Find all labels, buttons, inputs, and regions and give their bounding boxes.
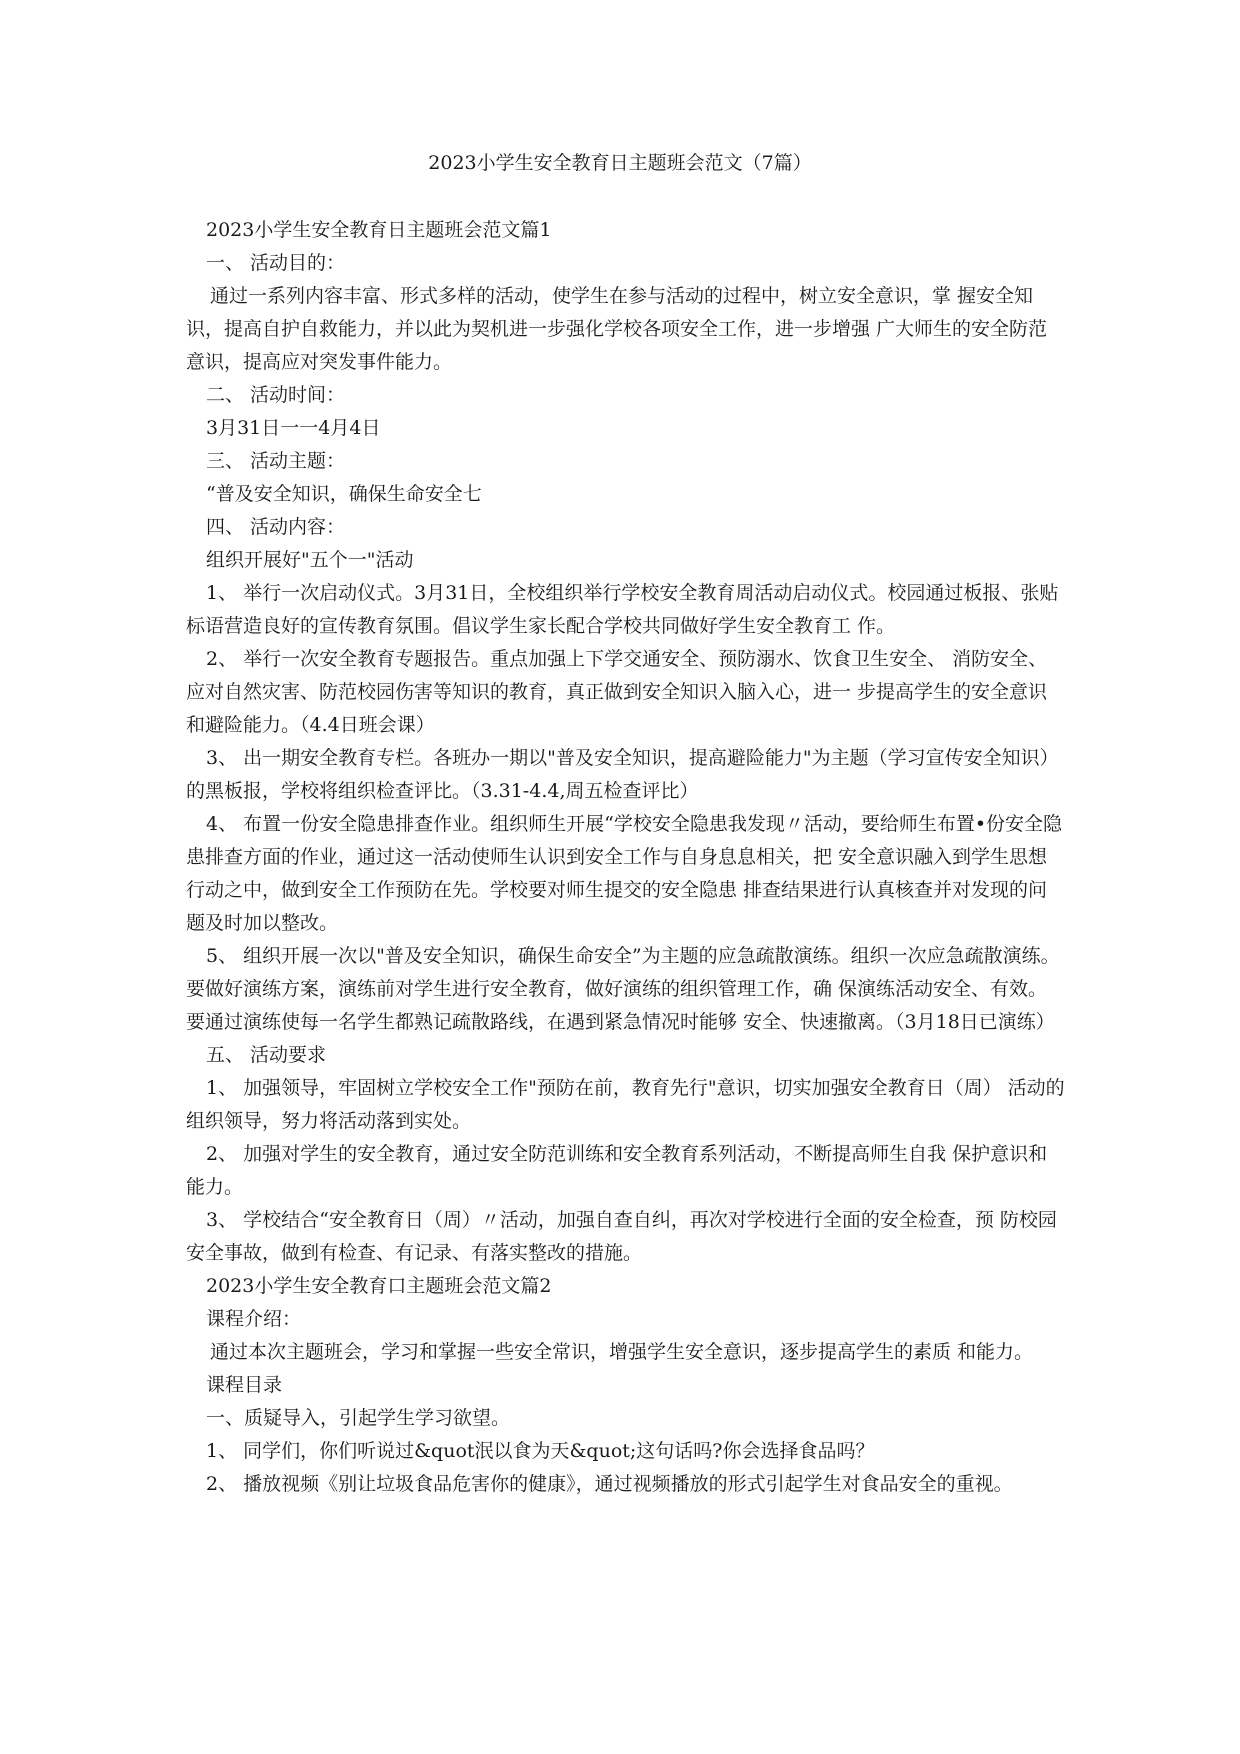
paragraph: 3、 学校结合“安全教育日（周）〃活动，加强自查自纠，再次对学校进行全面的安全检查，预 防校园安全事故，做到有检查、有记录、有落实整改的措施。	[186, 1209, 1057, 1264]
section-heading: 四、 活动内容：	[206, 516, 346, 538]
paragraph: 通过一系列内容丰富、形式多样的活动，使学生在参与活动的过程中，树立安全意识，掌 握安全知识，提高自护自救能力，并以此为契机进一步强化学校各项安全工作，进一步增强 广大师生的安全防范意识，提高应对突发事件能力。	[186, 285, 1048, 373]
section-heading: 组织开展好"五个一"活动	[206, 549, 414, 571]
paragraph: 3、 出一期安全教育专栏。各班办一期以"普及安全知识，提高避险能力"为主题（学习宣传安全知识）的黑板报，学校将组织检查评比。（3.31-4.4,周五检查评比）	[186, 747, 1059, 802]
section-heading: 2023小学生安全教育口主题班会范文篇2	[206, 1275, 552, 1297]
document-body	[186, 214, 1066, 1501]
paragraph: 4、 布置一份安全隐患排查作业。组织师生开展“学校安全隐患我发现〃活动，要给师生布置•份安全隐患排查方面的作业，通过这一活动使师生认识到安全工作与自身息息相关，把 安全意识融入到学生思想行动之中，做到安全工作预防在先。学校要对师生提交的安全隐患 排查结果进行认真核查并对发现的问题及时加以整改。	[186, 813, 1063, 934]
section-heading: 五、 活动要求	[206, 1044, 327, 1066]
section-heading: 一、质疑导入，引起学生学习欲望。	[206, 1407, 511, 1429]
document-title: 2023小学生安全教育日主题班会范文（7篇）	[428, 152, 812, 174]
paragraph: 2、 加强对学生的安全教育，通过安全防范训练和安全教育系列活动，不断提高师生自我 保护意识和能力。	[186, 1143, 1048, 1198]
section-heading: “普及安全知识，确保生命安全七	[206, 483, 482, 505]
section-heading: 二、 活动时间：	[206, 384, 346, 406]
section-heading: 一、 活动目的：	[206, 252, 346, 274]
paragraph: 2、 举行一次安全教育专题报告。重点加强上下学交通安全、预防溺水、饮食卫生安全、 消防安全、应对自然灾害、防范校园伤害等知识的教育，真正做到安全知识入脑入心，进一 步提高学生的安全意识和避险能力。（4.4日班会课）	[186, 648, 1048, 736]
section-heading: 2023小学生安全教育日主题班会范文篇1	[206, 219, 552, 241]
paragraph: 1、 加强领导，牢固树立学校安全工作"预防在前，教育先行"意识，切实加强安全教育日（周） 活动的组织领导，努力将活动落到实处。	[186, 1077, 1065, 1132]
paragraph: 通过本次主题班会，学习和掌握一些安全常识，增强学生安全意识，逐步提高学生的素质 和能力。	[210, 1341, 1034, 1363]
paragraph: 1、 同学们，你们听说过&quot泯以食为天&quot;这句话吗?你会选择食品吗？	[206, 1440, 875, 1462]
paragraph: 2、 播放视频《别让垃圾食品危害你的健康》，通过视频播放的形式引起学生对食品安全的重视。	[206, 1473, 1013, 1495]
section-heading: 课程介绍：	[206, 1308, 302, 1330]
section-heading: 课程目录	[206, 1374, 283, 1396]
paragraph: 1、 举行一次启动仪式。3月31日，全校组织举行学校安全教育周活动启动仪式。校园通过板报、张贴标语营造良好的宣传教育氛围。倡议学生家长配合学校共同做好学生安全教育工 作。	[186, 582, 1059, 637]
paragraph: 5、 组织开展一次以"普及安全知识，确保生命安全”为主题的应急疏散演练。组织一次应急疏散演练。要做好演练方案，演练前对学生进行安全教育，做好演练的组织管理工作，确 保演练活动安全、有效。要通过演练使每一名学生都熟记疏散路线，在遇到紧急情况时能够 安全、快速撤离。（3月18日已演练）	[186, 945, 1060, 1033]
section-heading: 3月31日一一4月4日	[206, 417, 381, 439]
section-heading: 三、 活动主题：	[206, 450, 346, 472]
